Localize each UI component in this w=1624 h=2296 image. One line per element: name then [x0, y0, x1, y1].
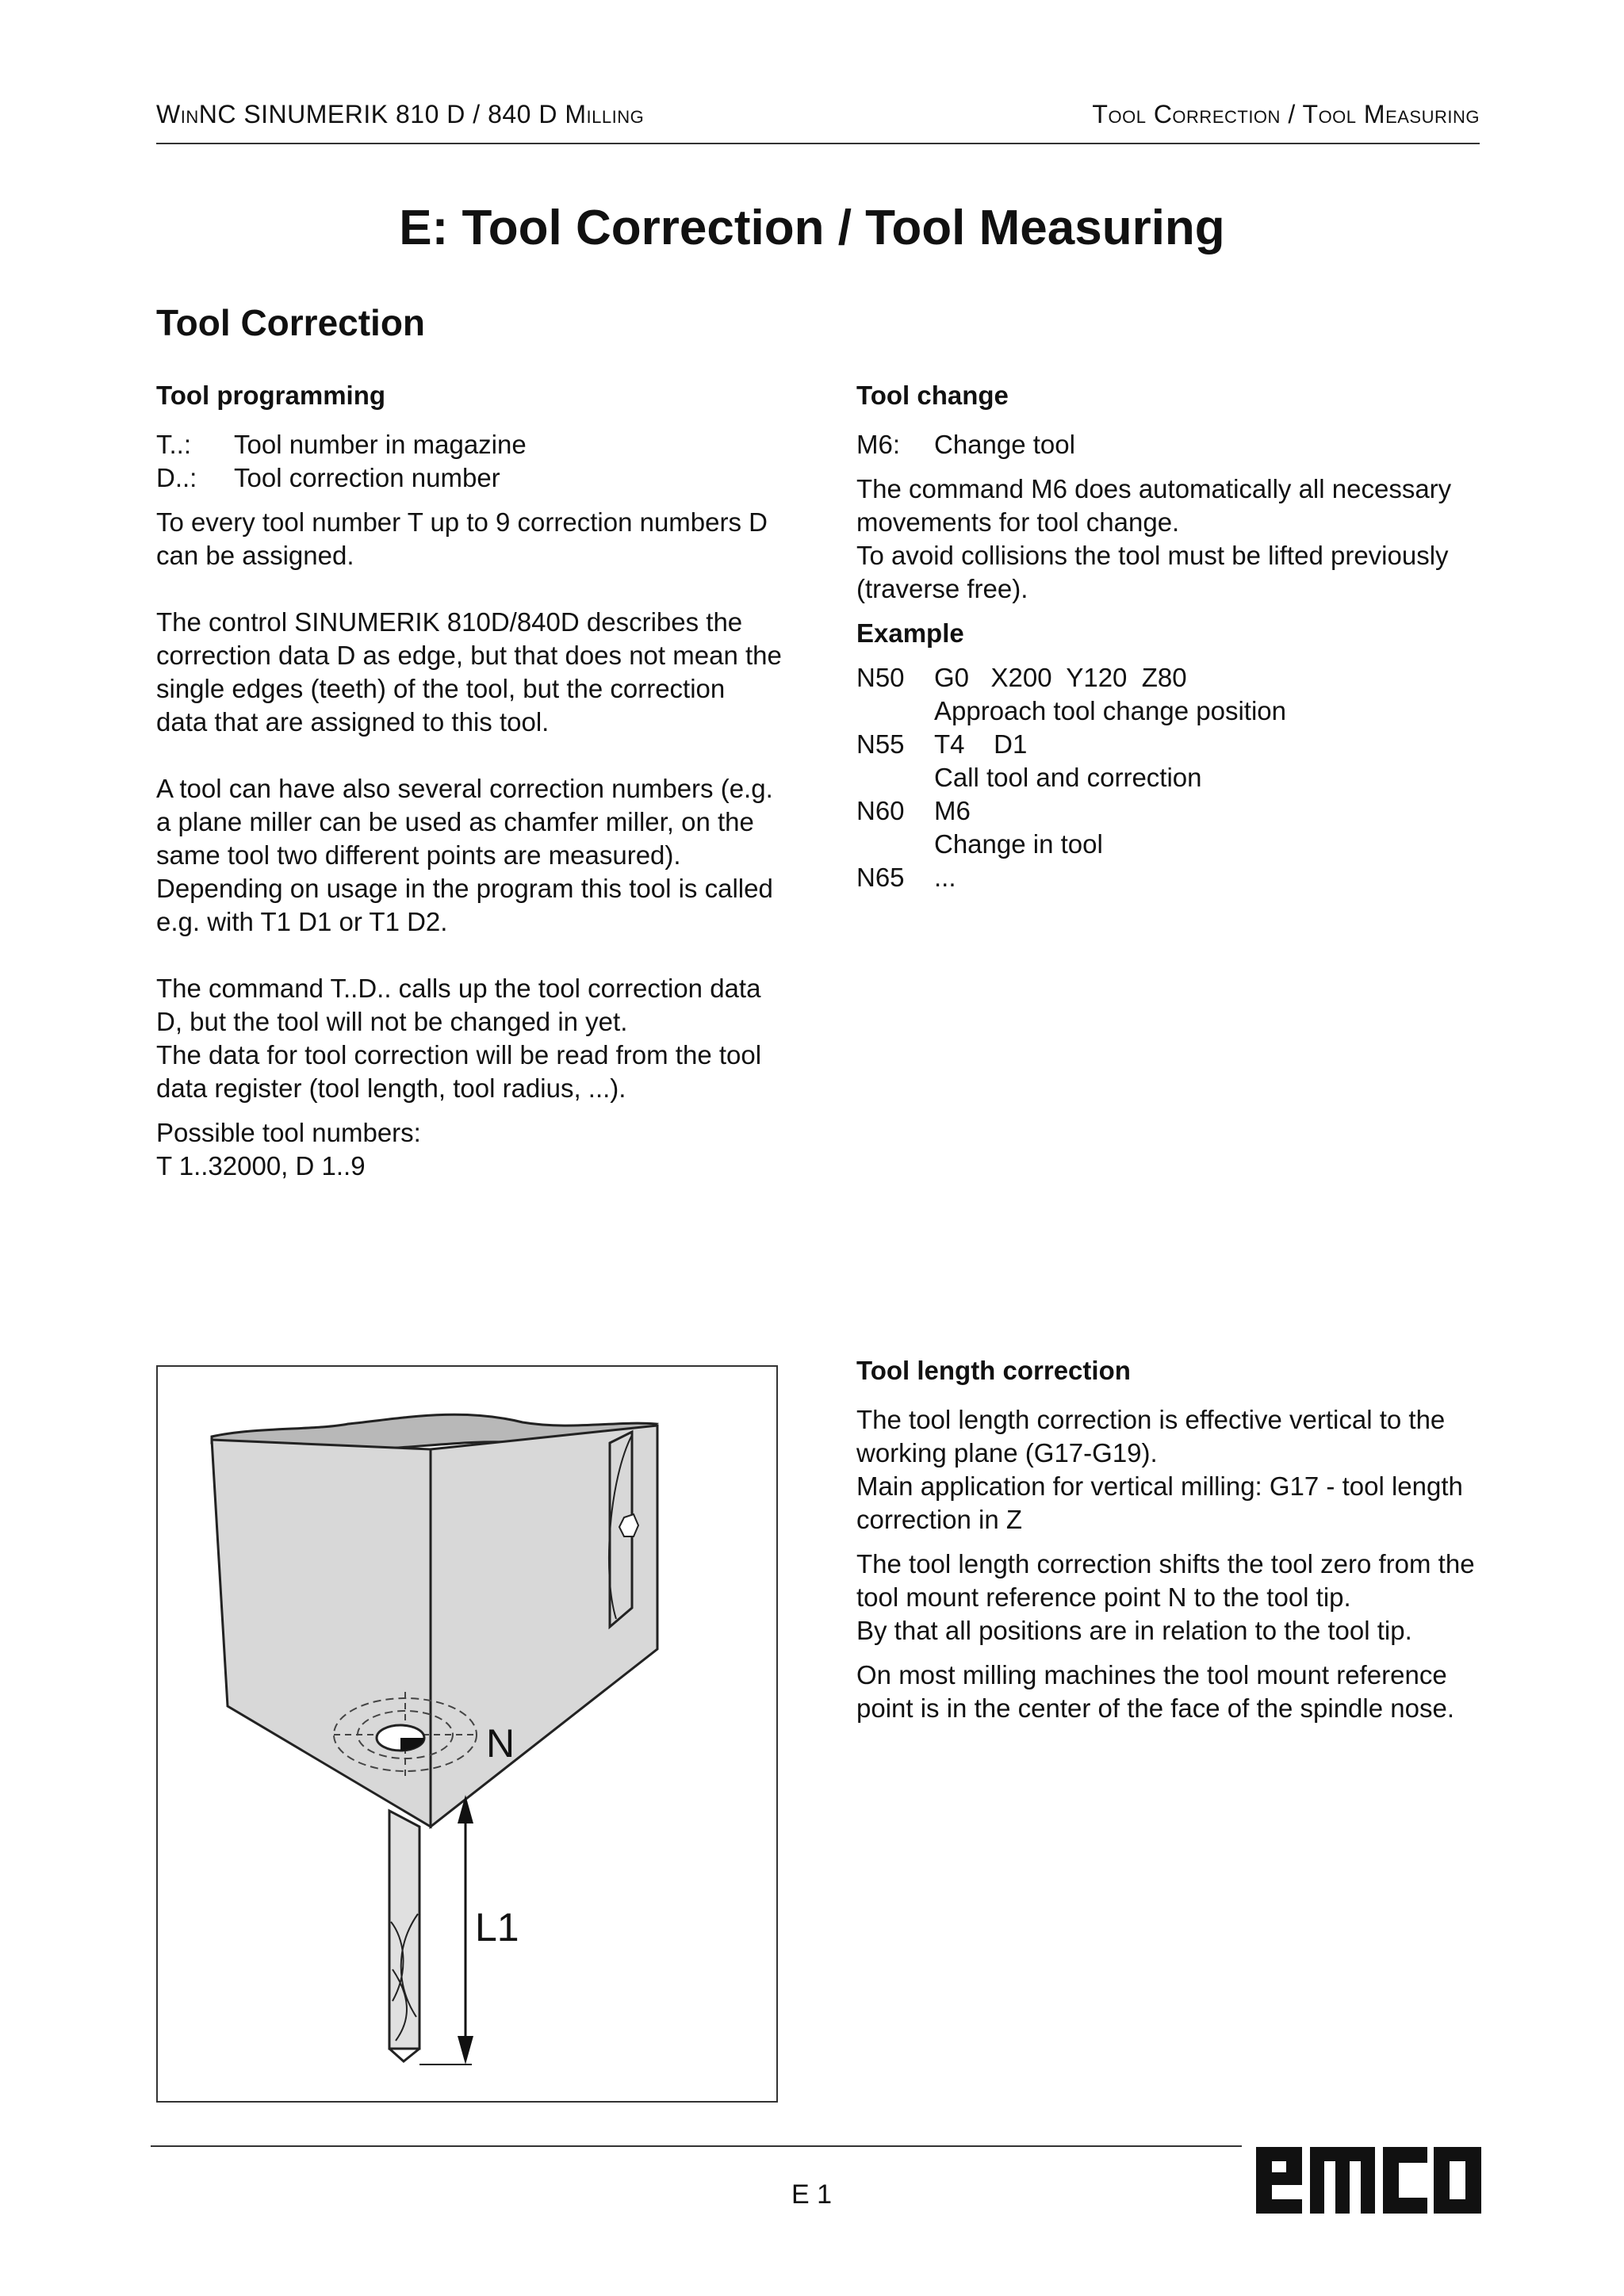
- text-line: (traverse free).: [856, 574, 1028, 603]
- label-l1: L1: [475, 1905, 519, 1950]
- text-line: By that all positions are in relation to the tool tip.: [856, 1616, 1412, 1645]
- text-line: Depending on usage in the program this tool is called: [156, 874, 773, 903]
- label-n: N: [486, 1721, 515, 1766]
- example-line: Change in tool: [934, 829, 1103, 859]
- text-line: single edges (teeth) of the tool, but the correction: [156, 674, 726, 703]
- text-line: correction data D as edge, but that does not mean the: [156, 641, 782, 670]
- emco-logo: [1256, 2141, 1481, 2221]
- text-line: data register (tool length, tool radius, ...).: [156, 1073, 626, 1103]
- spindle-front-face: [212, 1440, 431, 1827]
- text-line: D, but the tool will not be changed in yet.: [156, 1007, 628, 1036]
- text-line: same tool two different points are measured).: [156, 840, 681, 870]
- spindle-illustration: [158, 1367, 776, 2101]
- text-line: data that are assigned to this tool.: [156, 707, 550, 737]
- text-line: e.g. with T1 D1 or T1 D2.: [156, 907, 448, 936]
- header-right: Tool Correction / Tool Measuring: [1092, 100, 1480, 128]
- page-number: E 1: [791, 2179, 833, 2210]
- text-line: movements for tool change.: [856, 507, 1180, 537]
- text-line: correction in Z: [856, 1505, 1023, 1534]
- example-line: N55 T4 D1: [856, 729, 1028, 759]
- example-line: N50 G0 X200 Y120 Z80: [856, 663, 1187, 692]
- text-line: The control SINUMERIK 810D/840D describes the: [156, 607, 743, 637]
- text-line: The tool length correction shifts the tool zero from the: [856, 1549, 1475, 1578]
- example-line: Call tool and correction: [934, 763, 1202, 792]
- page-title: E: Tool Correction / Tool Measuring: [399, 201, 1225, 255]
- tool-change-block: [856, 381, 1491, 894]
- text-line: tool mount reference point N to the tool tip.: [856, 1582, 1351, 1612]
- text-line: To every tool number T up to 9 correction numbers D: [156, 507, 768, 537]
- text-line: To avoid collisions the tool must be lifted previously: [856, 541, 1449, 570]
- emco-logo-mark: [1256, 2141, 1481, 2217]
- text-line: A tool can have also several correction numbers (e.g.: [156, 774, 773, 803]
- tool-programming-block: [156, 381, 783, 1183]
- tool-programming-heading: Tool programming: [156, 381, 386, 410]
- definition-row: M6: Change tool: [856, 430, 1075, 459]
- tool-length-figure: [156, 1365, 778, 2103]
- text-line: Possible tool numbers:: [156, 1118, 421, 1147]
- example-line: N65 ...: [856, 863, 956, 892]
- tool-length-heading: Tool length correction: [856, 1356, 1131, 1385]
- text-line: The tool length correction is effective vertical to the: [856, 1405, 1446, 1434]
- text-line: working plane (G17-G19).: [856, 1438, 1158, 1468]
- text-line: The command M6 does automatically all necessary: [856, 474, 1452, 503]
- definition-row: D..: Tool correction number: [156, 463, 500, 492]
- header-left: WinNC SINUMERIK 810 D / 840 D Milling: [156, 100, 645, 128]
- text-line: a plane miller can be used as chamfer miller, on the: [156, 807, 754, 836]
- text-line: The command T..D.. calls up the tool correction data: [156, 974, 761, 1003]
- tool-length-block: [856, 1356, 1491, 1725]
- text-line: can be assigned.: [156, 541, 354, 570]
- text-line: The data for tool correction will be read from the tool: [156, 1040, 762, 1070]
- text-line: On most milling machines the tool mount reference: [856, 1660, 1447, 1689]
- spindle-side-face: [431, 1425, 657, 1827]
- example-line: Approach tool change position: [934, 696, 1286, 725]
- tool-change-heading: Tool change: [856, 381, 1009, 410]
- footer-divider: [151, 2145, 1242, 2147]
- milling-cutter: [389, 1811, 419, 2049]
- section-title: Tool Correction: [156, 302, 426, 343]
- text-line: Main application for vertical milling: G17 - tool length: [856, 1471, 1463, 1501]
- header-divider: [156, 143, 1480, 144]
- text-line: point is in the center of the face of the spindle nose.: [856, 1693, 1454, 1723]
- example-heading: Example: [856, 618, 964, 648]
- example-line: N60 M6: [856, 796, 971, 825]
- text-line: T 1..32000, D 1..9: [156, 1151, 366, 1181]
- definition-row: T..: Tool number in magazine: [156, 430, 527, 459]
